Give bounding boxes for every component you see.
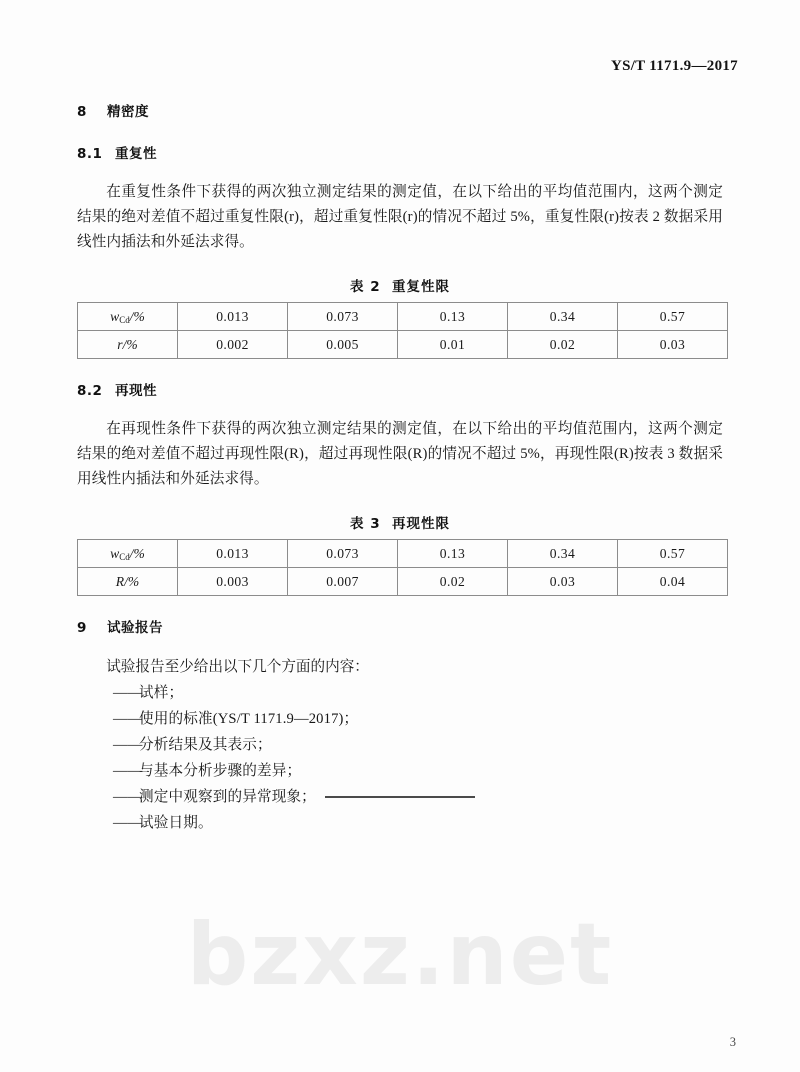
clause-8-number: 8 (77, 104, 87, 120)
table-3-row-head-mass-fraction (78, 540, 178, 568)
list-item-text: 试样； (139, 685, 184, 701)
symbol-r: r (117, 336, 123, 352)
subscript-cd: Cd (119, 551, 130, 562)
repeatability-paragraph: 在重复性条件下获得的两次独立测定结果的测定值，在以下给出的平均值范围内，这两个测定结果的绝对差值不超过重复性限(r)，超过重复性限(r)的情况不超过 5%，重复性限(r)按表 2 数据采用线性内插法和外延法求得。 (77, 184, 723, 250)
list-item-text: 测定中观察到的异常现象； (139, 789, 316, 805)
table-2-limit-1: 0.005 (288, 331, 398, 359)
clause-9-number: 9 (77, 620, 87, 636)
reproducibility-paragraph: 在再现性条件下获得的两次独立测定结果的测定值，在以下给出的平均值范围内，这两个测定结果的绝对差值不超过再现性限(R)，超过再现性限(R)的情况不超过 5%，再现性限(R)按表 3 数据采用线性内插法和外延法求得。 (77, 421, 723, 487)
table-3 (77, 539, 728, 596)
table-3-mass-fraction-4: 0.57 (618, 540, 728, 568)
list-item-text: 试验日期。 (139, 815, 213, 831)
page-content (77, 100, 723, 836)
table-2-mass-fraction-2: 0.13 (398, 303, 508, 331)
table-3-mass-fraction-2: 0.13 (398, 540, 508, 568)
unit-percent: /% (122, 336, 138, 352)
list-dash: —— (113, 737, 143, 753)
list-item (77, 706, 723, 732)
unit-percent: /% (129, 545, 145, 561)
clause-8-heading (77, 100, 723, 120)
clause-8-title: 精密度 (107, 104, 149, 120)
list-item (77, 680, 723, 706)
list-item (77, 758, 723, 784)
clause-9-heading (77, 616, 723, 636)
list-item-text: 与基本分析步骤的差异； (139, 763, 302, 779)
table-2 (77, 302, 728, 359)
table-2-limit-3: 0.02 (508, 331, 618, 359)
standard-number: YS/T 1171.9—2017 (610, 58, 738, 74)
list-item-text: 分析结果及其表示； (139, 737, 272, 753)
clause-8-2-title: 再现性 (115, 383, 157, 399)
table-2-limit-0: 0.002 (178, 331, 288, 359)
list-dash: —— (113, 789, 143, 805)
table-3-caption (77, 512, 723, 532)
table-3-title: 再现性限 (392, 516, 450, 532)
clause-8-2-number: 8.2 (77, 383, 103, 399)
table-2-limit-2: 0.01 (398, 331, 508, 359)
table-3-limit-1: 0.007 (288, 568, 398, 596)
table-2-row-head-mass-fraction (78, 303, 178, 331)
test-report-list (77, 680, 723, 836)
table-2-mass-fraction-1: 0.073 (288, 303, 398, 331)
symbol-R: R (115, 573, 125, 589)
table-3-limit-2: 0.02 (398, 568, 508, 596)
unit-percent: /% (124, 573, 140, 589)
running-header (611, 58, 738, 75)
symbol-w: w (110, 308, 120, 324)
list-dash: —— (113, 815, 143, 831)
test-report-intro: 试验报告至少给出以下几个方面的内容： (106, 659, 369, 675)
table-3-mass-fraction-1: 0.073 (288, 540, 398, 568)
table-2-label: 表 2 (350, 279, 381, 295)
clause-8-1-heading (77, 142, 723, 162)
table-2-mass-fraction-0: 0.013 (178, 303, 288, 331)
page-number: 3 (729, 1035, 736, 1049)
list-item (77, 732, 723, 758)
table-row (78, 568, 728, 596)
table-3-label: 表 3 (350, 516, 381, 532)
watermark: bzxz.net (186, 905, 614, 1005)
table-2-row-head-r (78, 331, 178, 359)
clause-8-1-number: 8.1 (77, 146, 103, 162)
table-2-title: 重复性限 (392, 279, 450, 295)
list-item-text: 使用的标准(YS/T 1171.9—2017)； (139, 711, 359, 727)
clause-8-1-title: 重复性 (115, 146, 157, 162)
end-of-document-rule (325, 796, 475, 798)
list-dash: —— (113, 763, 143, 779)
clause-9-title: 试验报告 (107, 620, 163, 636)
table-3-mass-fraction-0: 0.013 (178, 540, 288, 568)
clause-8-2-heading (77, 379, 723, 399)
table-2-limit-4: 0.03 (618, 331, 728, 359)
table-2-mass-fraction-4: 0.57 (618, 303, 728, 331)
table-2-caption (77, 275, 723, 295)
unit-percent: /% (129, 308, 145, 324)
table-3-limit-0: 0.003 (178, 568, 288, 596)
table-3-mass-fraction-3: 0.34 (508, 540, 618, 568)
table-3-limit-3: 0.03 (508, 568, 618, 596)
table-row (78, 331, 728, 359)
list-item (77, 810, 723, 836)
list-dash: —— (113, 685, 143, 701)
table-row (78, 303, 728, 331)
table-2-mass-fraction-3: 0.34 (508, 303, 618, 331)
symbol-w: w (110, 545, 120, 561)
table-3-limit-4: 0.04 (618, 568, 728, 596)
table-3-row-head-R (78, 568, 178, 596)
subscript-cd: Cd (119, 314, 130, 325)
table-row (78, 540, 728, 568)
list-dash: —— (113, 711, 143, 727)
